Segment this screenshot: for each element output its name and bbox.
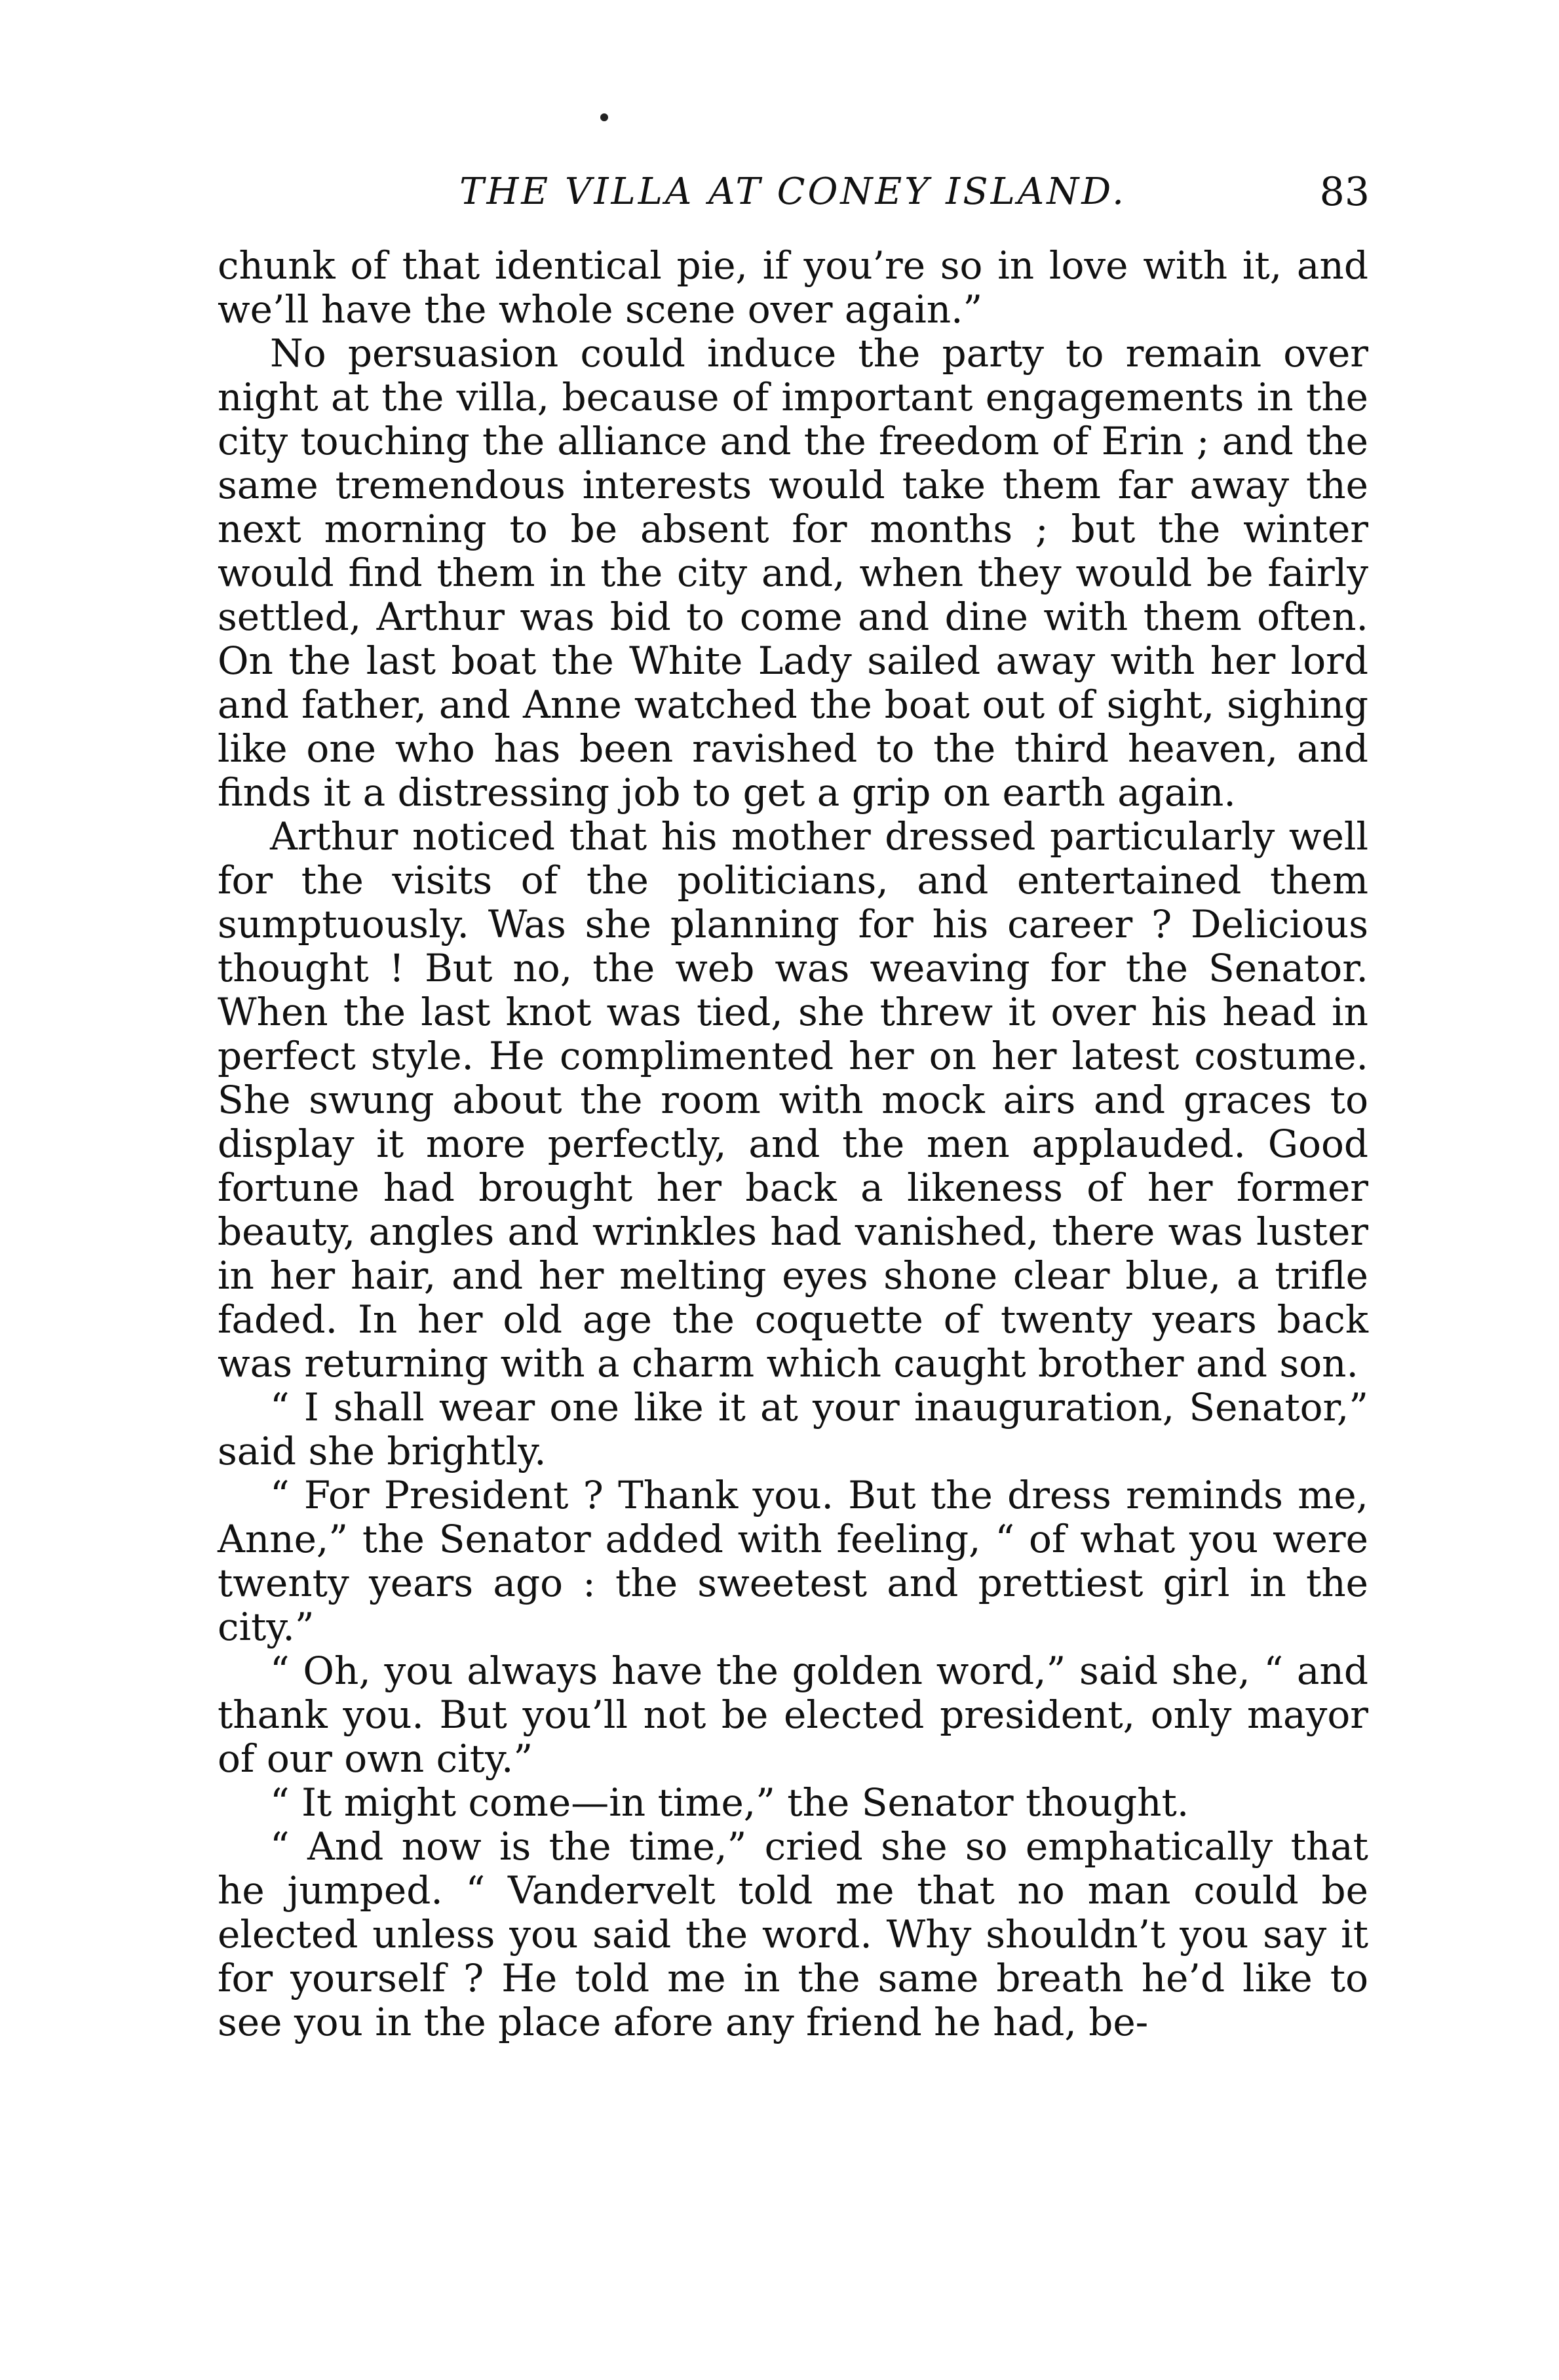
page-number: 83	[1319, 169, 1370, 215]
paragraph: “ And now is the time,” cried she so emphatically that he jumped. “ Vandervelt told me that no man could be elected unless you said the word. Why shouldn’t you say it for yourself ? He told me in the same breath he’d like to see you in the place afore any friend he had, be-	[218, 1824, 1368, 2044]
paragraph: “ I shall wear one like it at your inauguration, Senator,” said she brightly.	[218, 1385, 1368, 1473]
paragraph: “ It might come—in time,” the Senator thought.	[270, 1780, 1189, 1825]
paragraph: chunk of that identical pie, if you’re so in love with it, and we’ll have the whole scene over again.”	[218, 243, 1368, 332]
printer-mark	[600, 113, 608, 121]
running-head: THE VILLA AT CONEY ISLAND.	[459, 170, 1126, 213]
page-header	[216, 163, 1370, 222]
paragraph: Arthur noticed that his mother dressed particularly well for the visits of the politicians, and entertained them sumptuously. Was she planning for his career ? Delicious thought ! But no, the web was weaving for the Senator. When the last knot was tied, she threw it over his head in perfect style. He complimented her on her latest costume. She swung about the room with mock airs and graces to display it more perfectly, and the men applauded. Good fortune had brought her back a likeness of her former beauty, angles and wrinkles had vanished, there was luster in her hair, and her melting eyes shone clear blue, a trifle faded. In her old age the coquette of twenty years back was returning with a charm which caught brother and son.	[218, 814, 1368, 1386]
paragraph: No persuasion could induce the party to remain over night at the villa, because of important engagements in the city touching the alliance and the freedom of Erin ; and the same tremendous interests would take them far away the next morning to be absent for months ; but the winter would find them in the city and, when they would be fairly settled, Arthur was bid to come and dine with them often. On the last boat the White Lady sailed away with her lord and father, and Anne watched the boat out of sight, sighing like one who has been ravished to the third heaven, and finds it a distressing job to get a grip on earth again.	[218, 331, 1368, 815]
paragraph: “ Oh, you always have the golden word,” said she, “ and thank you. But you’ll not be elected president, only mayor of our own city.”	[218, 1648, 1368, 1781]
body-text	[218, 244, 1368, 2044]
paragraph: “ For President ? Thank you. But the dress reminds me, Anne,” the Senator added with feeling, “ of what you were twenty years ago : the sweetest and prettiest girl in the city.”	[218, 1473, 1368, 1649]
